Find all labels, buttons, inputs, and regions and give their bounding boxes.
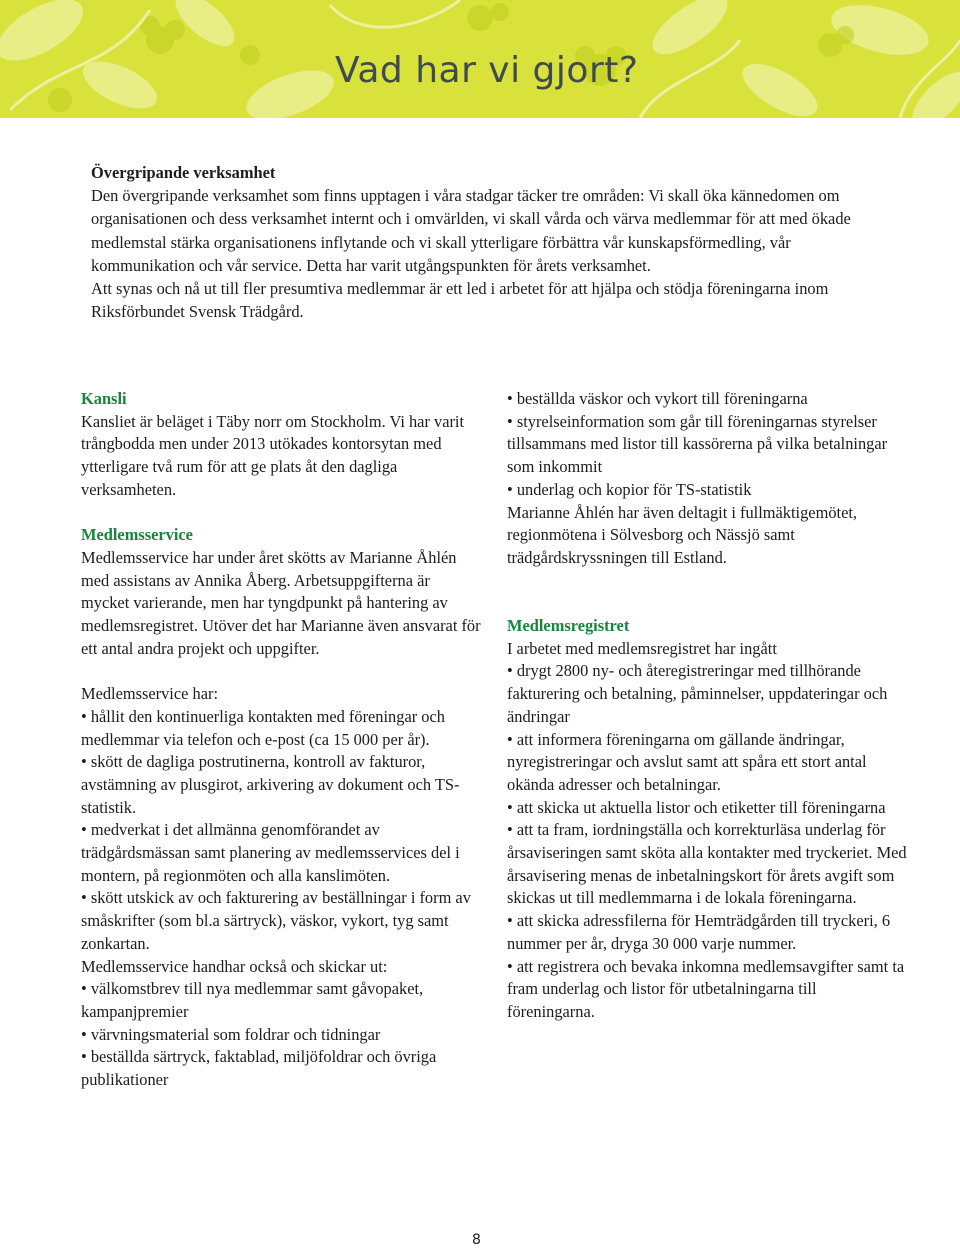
mailings-intro: Medlemsservice handhar också och skickar ut: (81, 956, 388, 976)
list-item: • underlag och kopior för TS-statistik (507, 479, 752, 499)
list-item: • medverkat i det allmänna genomförandet av trädgårdsmässan samt planering av medlemsservices del i montern, på regionmöten och alla kanslimöten. (81, 820, 460, 885)
kansli-heading: Kansli (81, 389, 127, 408)
list-item: • hållit den kontinuerliga kontakten med föreningar och medlemmar via telefon och e-post (ca 15 000 per år). (81, 706, 445, 749)
left-column (81, 388, 481, 1092)
list-item: • styrelseinformation som går till föreningarnas styrelser tillsammans med listor till kassörerna på vilka betalningar som inkommit (507, 411, 888, 477)
services-intro: Medlemsservice har: (81, 684, 218, 704)
page-number: 8 (472, 1232, 481, 1248)
list-item: • välkomstbrev till nya medlemmar samt gåvopaket, kampanjpremier (81, 979, 424, 1021)
list-item: • att informera föreningarna om gällande ändringar, nyregistreringar och avslut samt att spåra ett stort antal okända adresser och betalningar. (507, 729, 867, 794)
register-intro: I arbetet med medlemsregistret har ingått (507, 638, 777, 658)
marianne-text: Marianne Åhlén har även deltagit i fullmäktigemötet, regionmötena i Sölvesborg och Nässjö samt trädgårdskryssningen till Estland. (507, 502, 858, 567)
list-item: • skött de dagliga postrutinerna, kontroll av fakturor, avstämning av plusgirot, arkivering av dokument och TS-statistik. (81, 752, 460, 817)
right-column (507, 388, 907, 1024)
list-item: • skött utskick av och fakturering av beställningar i form av småskrifter (som bl.a särtryck), väskor, vykort, tyg samt zonkartan. (81, 888, 471, 953)
list-item: • beställda väskor och vykort till föreningarna (507, 389, 808, 408)
list-item: • beställda särtryck, faktablad, miljöfoldrar och övriga publikationer (81, 1047, 437, 1090)
medlemsservice-heading: Medlemsservice (81, 525, 193, 545)
page-title: Vad har vi gjort? (335, 50, 639, 91)
intro-paragraph: Den övergripande verksamhet som finns upptagen i våra stadgar täcker tre områden: Vi skall öka kännedomen om organisationen och dess verksamhet internt och i omvärlden, vi skall vårda och värva medlemmar för att med ökade medlemstal stärka organisationens inflytande och vi skall ytterligare förbättra vår kunskapsförmedling, vår kommunikation och vår service. Detta har varit utgångspunkten för årets verksamhet. (91, 186, 851, 275)
list-item: • att skicka ut aktuella listor och etiketter till föreningarna (507, 797, 886, 817)
register-heading: Medlemsregistret (507, 616, 630, 635)
list-item: • värvningsmaterial som foldrar och tidningar (81, 1024, 381, 1044)
header-banner (0, 0, 960, 118)
list-item: • att ta fram, iordningställa och korrekturläsa underlag för årsaviseringen samt sköta alla kontakter med tryckeriet. Med årsavisering menas de inbetalningskort för årets avgift som skickas ut till medlemmarna i de lokala föreningarna. (507, 820, 907, 908)
list-item: • drygt 2800 ny- och återegistreringar med tillhörande fakturering och betalning, påminnelser, uppdateringar och ändringar (507, 661, 888, 726)
intro-section (91, 161, 871, 323)
kansli-text: Kansliet är beläget i Täby norr om Stockholm. Vi har varit trångbodda men under 2013 utökades kontorsytan med ytterligare två rum för att ge plats åt den dagliga verksamheten. (81, 411, 465, 499)
list-item: • att skicka adressfilerna för Hemträdgården till tryckeri, 6 nummer per år, dryga 30 000 varje nummer. (507, 911, 891, 953)
intro-paragraph: Att synas och nå ut till fler presumtiva medlemmar är ett led i arbetet för att hjälpa och stödja föreningarna inom Riksförbundet Svensk Trädgård. (91, 279, 829, 322)
intro-heading: Övergripande verksamhet (91, 163, 276, 182)
list-item: • att registrera och bevaka inkomna medlemsavgifter samt ta fram underlag och listor för utbetalningarna till föreningarna. (507, 956, 905, 1021)
medlemsservice-text: Medlemsservice har under året skötts av Marianne Åhlén med assistans av Annika Åberg. Arbetsuppgifterna är mycket varierande, men har tyngdpunkt på hantering av medlemsregistret. Utöver det har Marianne även ansvarat för ett antal andra projekt och uppgifter. (81, 547, 481, 658)
